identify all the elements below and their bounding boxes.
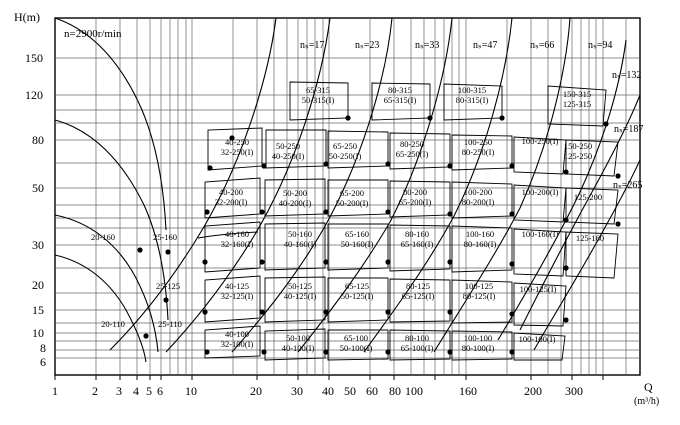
- pump-model-label[interactable]: [552, 142, 604, 161]
- x-tick-1: 1: [52, 384, 58, 398]
- pump-model-line: 100-250(I): [521, 136, 559, 146]
- pump-model-label[interactable]: [551, 90, 603, 109]
- x-tick-4: 4: [133, 384, 139, 398]
- x-tick-10: 10: [185, 384, 197, 398]
- pump-model-line: 100-315: [457, 85, 487, 95]
- pump-model-line: 80-100: [404, 333, 430, 343]
- pump-model-line: 100-100(I): [518, 334, 556, 344]
- pump-model-line: 20-110: [101, 319, 125, 329]
- x-tick-50: 50: [344, 384, 356, 398]
- pump-model-line: 50-160: [287, 229, 313, 239]
- pump-model-line: 40-200: [218, 187, 244, 197]
- pump-model-line: 80-250(I): [461, 146, 495, 157]
- pump-model-line: 65-200: [339, 188, 365, 198]
- pump-model-label[interactable]: [330, 334, 382, 353]
- pump-model-label[interactable]: [511, 335, 563, 345]
- pump-model-line: 50-125: [287, 281, 313, 291]
- pump-model-line: 65-250(I): [395, 148, 429, 159]
- pump-model-line: 80-200: [402, 187, 428, 197]
- pump-model-line: 80-200(I): [461, 196, 495, 207]
- pump-model-line: 40-250: [224, 137, 250, 147]
- pump-model-line: 32-160(I): [220, 238, 254, 249]
- pump-model-line: 40-125: [224, 281, 250, 291]
- ns-label-66: nₛ=66: [530, 40, 555, 51]
- pump-model-line: 65-160(I): [400, 238, 434, 249]
- pump-model-label[interactable]: [211, 138, 263, 157]
- pump-model-label[interactable]: [392, 282, 444, 301]
- pump-model-line: 80-125(I): [462, 290, 496, 301]
- pump-model-label[interactable]: [269, 189, 321, 208]
- pump-model-line: 100-200(I): [521, 187, 559, 197]
- pump-model-line: 125-160: [575, 233, 605, 243]
- pump-model-label[interactable]: [274, 282, 326, 301]
- x-axis-title: Q: [644, 380, 653, 394]
- pump-model-label[interactable]: [77, 233, 129, 243]
- pump-model-label[interactable]: [331, 282, 383, 301]
- pump-model-line: 125-315: [562, 98, 592, 109]
- ns-label-187: nₛ=187: [614, 124, 644, 135]
- pump-model-line: 50-200(I): [335, 197, 369, 208]
- pump-model-line: 40-100(I): [281, 342, 315, 353]
- pump-model-line: 65-250: [332, 141, 358, 151]
- x-tick-60: 60: [366, 384, 378, 398]
- x-tick-5: 5: [146, 384, 152, 398]
- ns-label-17: nₛ=17: [300, 40, 325, 51]
- pump-model-line: 50-250(I): [328, 150, 362, 161]
- pump-model-label[interactable]: [386, 140, 438, 159]
- pump-model-label[interactable]: [391, 334, 443, 353]
- x-tick-6: 6: [157, 384, 163, 398]
- pump-model-line: 80-315(I): [455, 94, 489, 105]
- pump-model-label[interactable]: [514, 188, 566, 198]
- pump-model-line: 65-100: [343, 333, 369, 343]
- axis-ticks: [55, 375, 603, 380]
- pump-model-line: 32-200(I): [214, 196, 248, 207]
- pump-model-line: 40-125(I): [283, 290, 317, 301]
- pump-model-line: 40-250(I): [271, 150, 305, 161]
- pump-model-line: 25-125: [155, 281, 181, 291]
- pump-model-line: 65-200(I): [398, 196, 432, 207]
- ns-label-265: nₛ=265: [613, 180, 643, 191]
- pump-model-line: 50-200: [282, 188, 308, 198]
- pump-model-label[interactable]: [453, 282, 505, 301]
- y-tick-10: 10: [32, 326, 44, 340]
- x-tick-30: 30: [291, 384, 303, 398]
- pump-model-label[interactable]: [274, 230, 326, 249]
- pump-model-label[interactable]: [564, 234, 616, 244]
- pump-model-label[interactable]: [331, 230, 383, 249]
- pump-model-line: 150-250: [563, 141, 593, 151]
- pump-model-line: 65-315(I): [383, 94, 417, 105]
- pump-model-label[interactable]: [512, 285, 564, 295]
- pump-model-line: 50-125(I): [340, 290, 374, 301]
- pump-model-line: 32-125(I): [220, 290, 254, 301]
- x-tick-80: 80: [389, 384, 401, 398]
- pump-model-label[interactable]: [142, 282, 194, 292]
- pump-model-label[interactable]: [211, 282, 263, 301]
- pump-model-line: 65-125(I): [401, 290, 435, 301]
- pump-model-line: 150-315: [562, 89, 592, 99]
- pump-model-line: 40-160(I): [283, 238, 317, 249]
- pump-model-line: 40-200(I): [278, 197, 312, 208]
- pump-model-label[interactable]: [272, 334, 324, 353]
- x-axis-unit: (m³/h): [634, 396, 660, 407]
- pump-model-line: 50-160(I): [340, 238, 374, 249]
- pump-model-line: 125-250: [563, 150, 593, 161]
- pump-model-label[interactable]: [391, 230, 443, 249]
- pump-model-line: 80-125: [405, 281, 431, 291]
- pump-model-line: 100-160(I): [521, 229, 559, 239]
- x-tick-100: 100: [405, 384, 423, 398]
- pump-model-line: 25-110: [158, 319, 182, 329]
- pump-model-line: 100-125: [464, 281, 494, 291]
- ns-label-33: nₛ=33: [415, 40, 440, 51]
- ns-label-23: nₛ=23: [355, 40, 380, 51]
- pump-model-label[interactable]: [262, 142, 314, 161]
- pump-model-line: 100-160: [465, 229, 495, 239]
- x-tick-200: 200: [524, 384, 542, 398]
- y-tick-30: 30: [32, 238, 44, 252]
- y-tick-80: 80: [32, 133, 44, 147]
- pump-model-label[interactable]: [374, 86, 426, 105]
- pump-model-line: 50-100(I): [339, 342, 373, 353]
- pump-model-line: 100-125(I): [519, 284, 557, 294]
- x-tick-3: 3: [116, 384, 122, 398]
- pump-model-line: 50-100: [285, 333, 311, 343]
- pump-model-label[interactable]: [389, 188, 441, 207]
- ns-label-47: nₛ=47: [473, 40, 498, 51]
- pump-model-label[interactable]: [211, 230, 263, 249]
- y-tick-6: 6: [40, 355, 46, 369]
- pump-model-label[interactable]: [452, 334, 504, 353]
- pump-model-label[interactable]: [452, 138, 504, 157]
- pump-model-line: 40-100: [224, 329, 250, 339]
- x-tick-40: 40: [322, 384, 334, 398]
- pump-model-line: 50-315(I): [301, 94, 335, 105]
- pump-model-label[interactable]: [292, 86, 344, 105]
- pump-model-label[interactable]: [446, 86, 498, 105]
- y-tick-50: 50: [32, 181, 44, 195]
- pump-model-label[interactable]: [514, 230, 566, 240]
- pump-model-line: 100-250: [463, 137, 493, 147]
- pump-model-line: 100-200: [463, 187, 493, 197]
- pump-model-label[interactable]: [452, 188, 504, 207]
- y-tick-20: 20: [32, 278, 44, 292]
- pump-model-label[interactable]: [326, 189, 378, 208]
- x-tick-160: 160: [459, 384, 477, 398]
- y-tick-150: 150: [25, 51, 43, 65]
- pump-model-line: 80-315: [387, 85, 413, 95]
- pump-model-line: 50-250: [275, 141, 301, 151]
- x-tick-2: 2: [92, 384, 98, 398]
- pump-model-line: 32-100(I): [220, 338, 254, 349]
- pump-model-line: 80-250: [399, 139, 425, 149]
- pump-model-line: 80-160(I): [463, 238, 497, 249]
- speed-annotation: n=2900r/min: [64, 28, 122, 40]
- pump-model-line: 65-160: [344, 229, 370, 239]
- y-tick-15: 15: [32, 303, 44, 317]
- pump-model-line: 80-100(I): [461, 342, 495, 353]
- pump-model-label[interactable]: [211, 330, 263, 349]
- pump-model-label[interactable]: [139, 233, 191, 243]
- pump-model-line: 65-100(I): [400, 342, 434, 353]
- pump-model-line: 125-200: [573, 192, 603, 202]
- x-tick-20: 20: [250, 384, 262, 398]
- x-tick-300: 300: [565, 384, 583, 398]
- ns-label-132: nₛ=132: [612, 70, 642, 81]
- pump-model-line: 100-100: [463, 333, 493, 343]
- ns-label-94: nₛ=94: [588, 40, 613, 51]
- pump-model-line: 25-160: [152, 232, 178, 242]
- y-tick-120: 120: [25, 88, 43, 102]
- pump-model-line: 40-160: [224, 229, 250, 239]
- y-tick-8: 8: [40, 341, 46, 355]
- pump-model-line: 32-250(I): [220, 146, 254, 157]
- pump-model-line: 20-160: [90, 232, 116, 242]
- pump-model-line: 80-160: [404, 229, 430, 239]
- pump-model-label[interactable]: [205, 188, 257, 207]
- pump-model-label[interactable]: [562, 193, 614, 203]
- pump-model-label[interactable]: [454, 230, 506, 249]
- pump-model-label[interactable]: [87, 320, 139, 330]
- y-axis-title: H(m): [14, 10, 40, 24]
- pump-model-line: 65-125: [344, 281, 370, 291]
- pump-model-label[interactable]: [319, 142, 371, 161]
- pump-model-label[interactable]: [144, 320, 196, 330]
- pump-model-line: 65-315: [305, 85, 331, 95]
